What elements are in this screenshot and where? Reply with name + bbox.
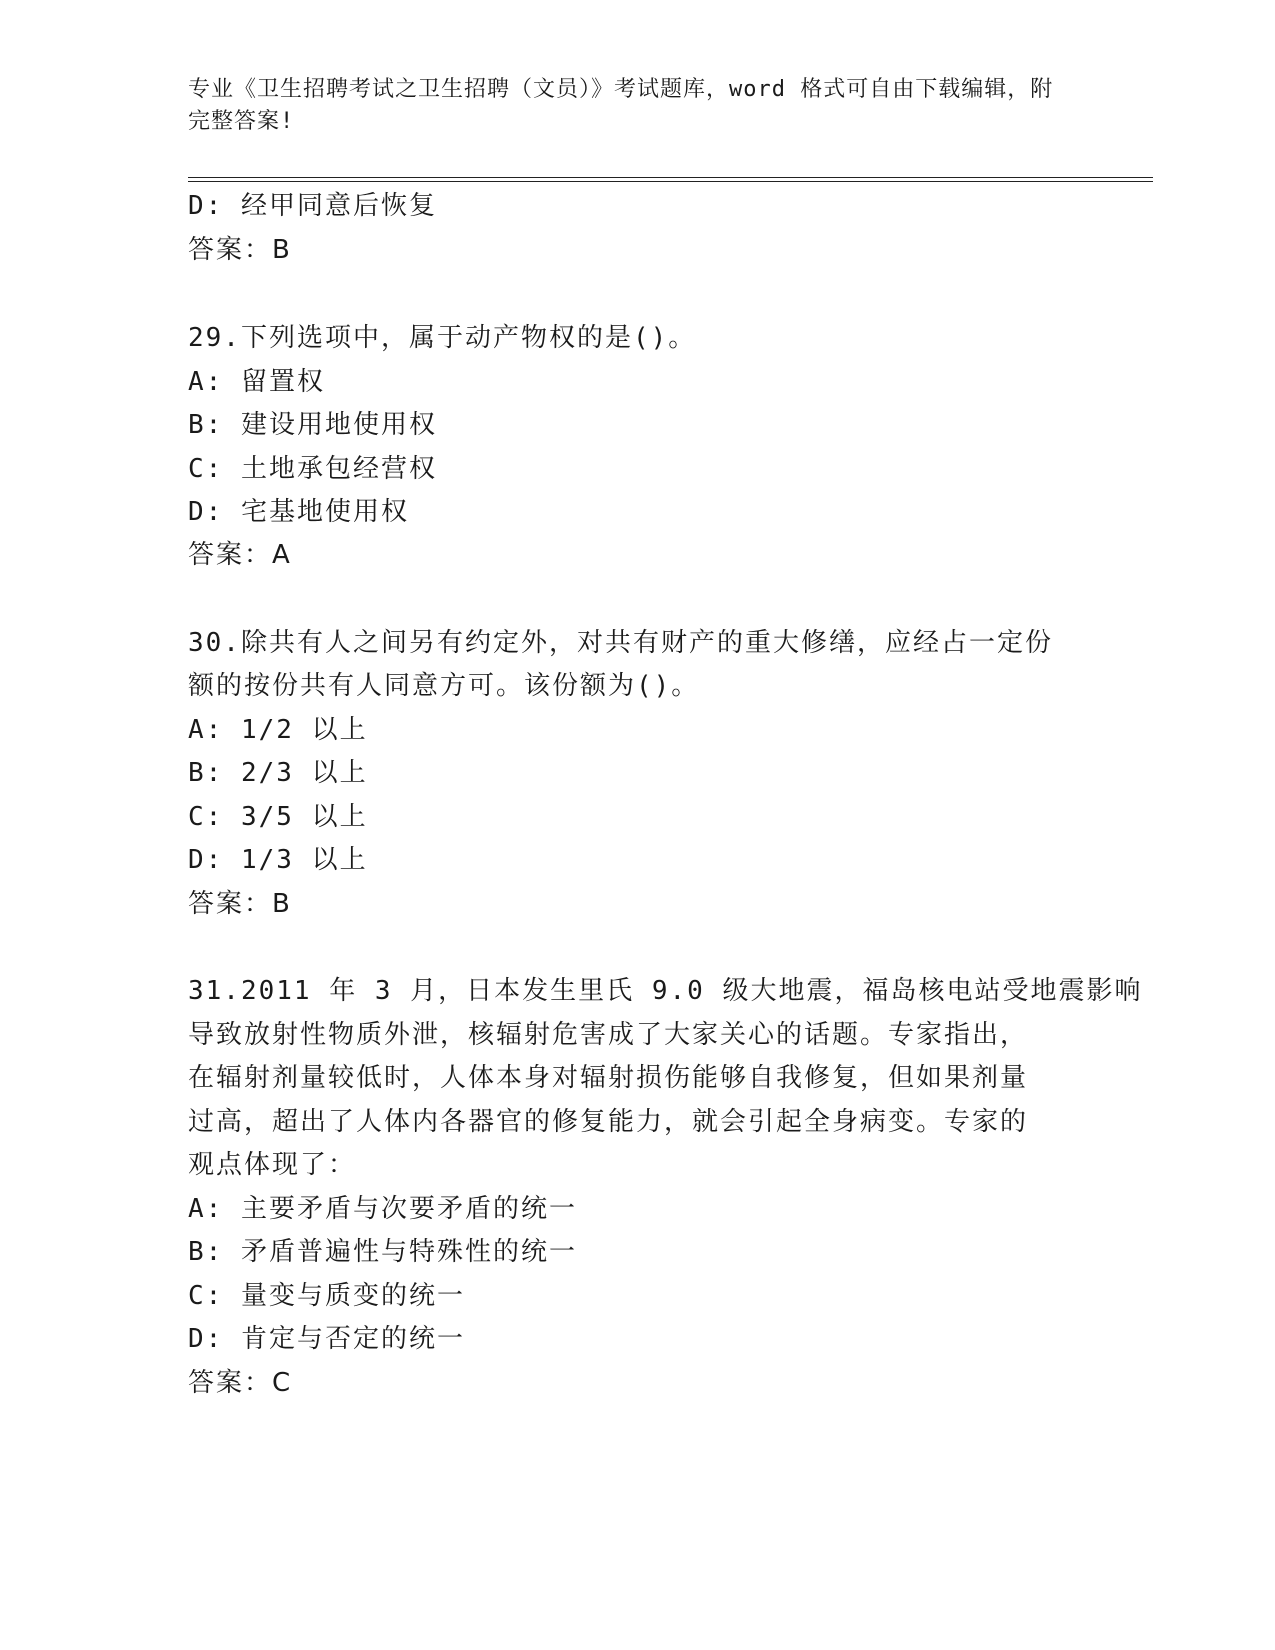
option-c: C: 量变与质变的统一 (188, 1281, 465, 1311)
option-b: B: 建设用地使用权 (188, 410, 437, 440)
question-stem: 导致放射性物质外泄，核辐射危害成了大家关心的话题。专家指出， (188, 1020, 1029, 1050)
option-a: A: 1/2 以上 (188, 715, 368, 745)
option-d: D: 宅基地使用权 (188, 497, 409, 527)
question-stem: 过高，超出了人体内各器官的修复能力，就会引起全身病变。专家的 (188, 1107, 1029, 1137)
option-d: D: 经甲同意后恢复 (188, 191, 437, 221)
option-c: C: 3/5 以上 (188, 802, 368, 832)
option-b: B: 矛盾普遍性与特殊性的统一 (188, 1237, 577, 1267)
option-a: A: 主要矛盾与次要矛盾的统一 (188, 1194, 577, 1224)
option-b: B: 2/3 以上 (188, 758, 368, 788)
question-stem: 30.除共有人之间另有约定外，对共有财产的重大修缮，应经占一定份 (188, 628, 1053, 658)
header-divider (188, 177, 1153, 182)
answer-label: 答案：B (188, 889, 292, 919)
option-d: D: 肯定与否定的统一 (188, 1324, 465, 1354)
question-stem: 观点体现了： (188, 1150, 357, 1180)
option-d: D: 1/3 以上 (188, 845, 368, 875)
question-stem: 29.下列选项中，属于动产物权的是()。 (188, 323, 697, 353)
page-header: 专业《卫生招聘考试之卫生招聘（文员）》考试题库，word 格式可自由下载编辑，附完整答案! (188, 77, 1054, 134)
answer-label: 答案：B (188, 235, 292, 265)
option-a: A: 留置权 (188, 367, 325, 397)
question-stem: 额的按份共有人同意方可。该份额为()。 (188, 671, 700, 701)
answer-label: 答案：C (188, 1368, 293, 1398)
question-stem: 31.2011 年 3 月，日本发生里氏 9.0 级大地震，福岛核电站受地震影响 (188, 976, 1143, 1006)
question-stem: 在辐射剂量较低时，人体本身对辐射损伤能够自我修复，但如果剂量 (188, 1063, 1029, 1093)
option-c: C: 土地承包经营权 (188, 454, 437, 484)
answer-label: 答案：A (188, 540, 292, 570)
